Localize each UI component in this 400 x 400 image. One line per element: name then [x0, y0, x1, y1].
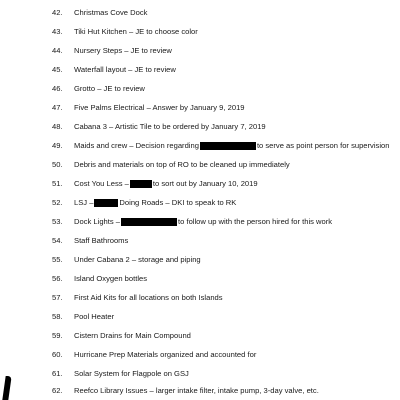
- redaction-bar: [130, 180, 152, 188]
- list-item: [52, 384, 319, 398]
- list-item: [52, 82, 145, 96]
- list-item: [52, 329, 191, 343]
- list-item: [52, 234, 128, 248]
- item-text: Nursery Steps – JE to review: [74, 46, 172, 55]
- item-text: Cistern Drains for Main Compound: [74, 331, 191, 340]
- item-text-start: LSJ –: [74, 198, 94, 207]
- item-text-end: Doing Roads – DKI to speak to RK: [119, 198, 237, 207]
- item-text: First Aid Kits for all locations on both Islands: [74, 293, 223, 302]
- list-item: [52, 253, 201, 267]
- item-number: 50.: [52, 160, 63, 169]
- item-number: 60.: [52, 350, 63, 359]
- redaction-bar: [200, 142, 256, 150]
- item-number: 51.: [52, 179, 63, 188]
- item-text: Staff Bathrooms: [74, 236, 129, 245]
- list-item: [52, 177, 258, 191]
- item-number: 46.: [52, 84, 63, 93]
- redaction-bar: [121, 218, 177, 226]
- item-number: 59.: [52, 331, 63, 340]
- item-number: 44.: [52, 46, 63, 55]
- item-number: 49.: [52, 141, 63, 150]
- list-item: [52, 215, 332, 229]
- item-text: Reefco Library Issues – larger intake filter, intake pump, 3-day valve, etc.: [74, 386, 319, 395]
- item-text: Grotto – JE to review: [74, 84, 145, 93]
- item-text: Waterfall layout – JE to review: [74, 65, 176, 74]
- list-item: [52, 139, 389, 153]
- item-number: 62.: [52, 386, 63, 395]
- item-text-start: Cost You Less –: [74, 179, 129, 188]
- item-number: 47.: [52, 103, 63, 112]
- list-item: [52, 63, 176, 77]
- item-text-end: to sort out by January 10, 2019: [152, 179, 258, 188]
- item-text: Pool Heater: [74, 312, 115, 321]
- list-item: [52, 348, 256, 362]
- item-number: 57.: [52, 293, 63, 302]
- item-number: 52.: [52, 198, 63, 207]
- item-text: Cabana 3 – Artistic Tile to be ordered by January 7, 2019: [74, 122, 266, 131]
- list-item: [52, 6, 147, 20]
- list-item: [52, 44, 172, 58]
- list-item: [52, 291, 223, 305]
- item-text-end: to serve as point person for supervision: [256, 141, 390, 150]
- item-number: 43.: [52, 27, 63, 36]
- item-text: Five Palms Electrical – Answer by January 9, 2019: [74, 103, 245, 112]
- item-number: 54.: [52, 236, 63, 245]
- item-text: Island Oxygen bottles: [74, 274, 148, 283]
- list-item: [52, 196, 236, 210]
- scan-edge-mark: [2, 376, 11, 400]
- item-text-start: Maids and crew – Decision regarding: [74, 141, 199, 150]
- redaction-bar: [94, 199, 118, 207]
- list-item: [52, 101, 245, 115]
- item-number: 53.: [52, 217, 63, 226]
- item-text: Hurricane Prep Materials organized and accounted for: [74, 350, 257, 359]
- list-item: [52, 272, 147, 286]
- list-item: [52, 120, 266, 134]
- list-item: [52, 310, 114, 324]
- item-number: 56.: [52, 274, 63, 283]
- item-number: 48.: [52, 122, 63, 131]
- item-number: 55.: [52, 255, 63, 264]
- item-text: Christmas Cove Dock: [74, 8, 148, 17]
- item-text: Solar System for Flagpole on GSJ: [74, 369, 189, 378]
- list-item: [52, 158, 290, 172]
- list-item: [52, 367, 189, 381]
- item-number: 58.: [52, 312, 63, 321]
- item-text-end: to follow up with the person hired for this work: [178, 217, 333, 226]
- item-text: Tiki Hut Kitchen – JE to choose color: [74, 27, 198, 36]
- item-number: 45.: [52, 65, 63, 74]
- item-number: 42.: [52, 8, 63, 17]
- item-number: 61.: [52, 369, 63, 378]
- item-text-start: Dock Lights –: [74, 217, 121, 226]
- item-text: Under Cabana 2 – storage and piping: [74, 255, 201, 264]
- list-item: [52, 25, 198, 39]
- item-text: Debris and materials on top of RO to be cleaned up immediately: [74, 160, 290, 169]
